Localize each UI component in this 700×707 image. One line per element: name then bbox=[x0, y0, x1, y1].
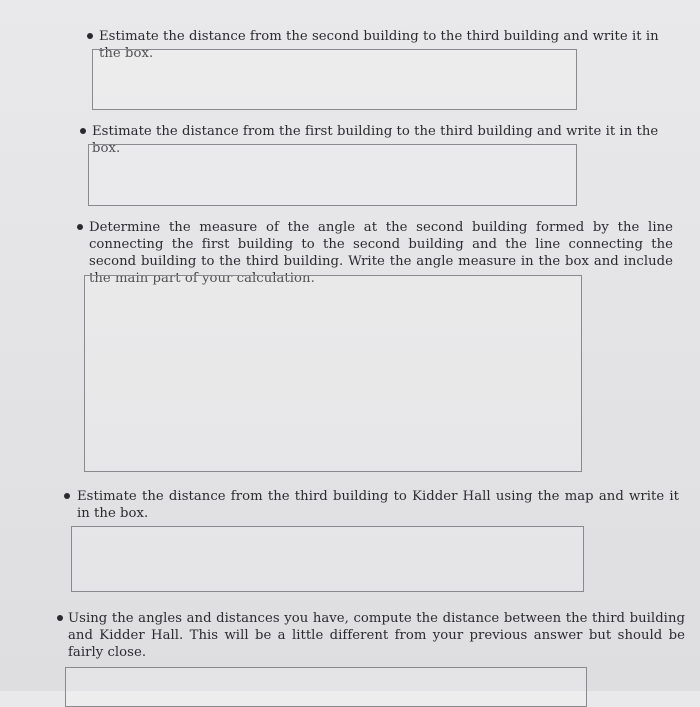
question-5-text: Using the angles and distances you have, compute the distance between the third building and Kidder Hall. This will be a little different from your previous answer but should be fairly close. bbox=[68, 611, 685, 660]
question-2-text: Estimate the distance from the first building to the third building and write it in the box. bbox=[92, 124, 659, 156]
bullet-4 bbox=[64, 493, 70, 499]
answer-box-5[interactable] bbox=[65, 667, 587, 707]
bullet-1 bbox=[87, 33, 93, 39]
answer-box-4[interactable] bbox=[71, 526, 584, 592]
question-3-text: Determine the measure of the angle at the second building formed by the line connecting the first building to the second building and the line connecting the second building to the third building. Write the angle measure in the box and include the main part of your calculation. bbox=[89, 220, 673, 286]
bullet-2 bbox=[80, 128, 86, 134]
answer-box-1[interactable] bbox=[92, 49, 577, 110]
answer-box-2[interactable] bbox=[88, 144, 577, 206]
bullet-3 bbox=[77, 224, 83, 230]
question-1-text: Estimate the distance from the second building to the third building and write it in the box. bbox=[99, 29, 659, 61]
answer-box-3[interactable] bbox=[84, 275, 582, 472]
bullet-5 bbox=[57, 615, 63, 621]
question-4-text: Estimate the distance from the third building to Kidder Hall using the map and write it in the box. bbox=[77, 489, 679, 521]
